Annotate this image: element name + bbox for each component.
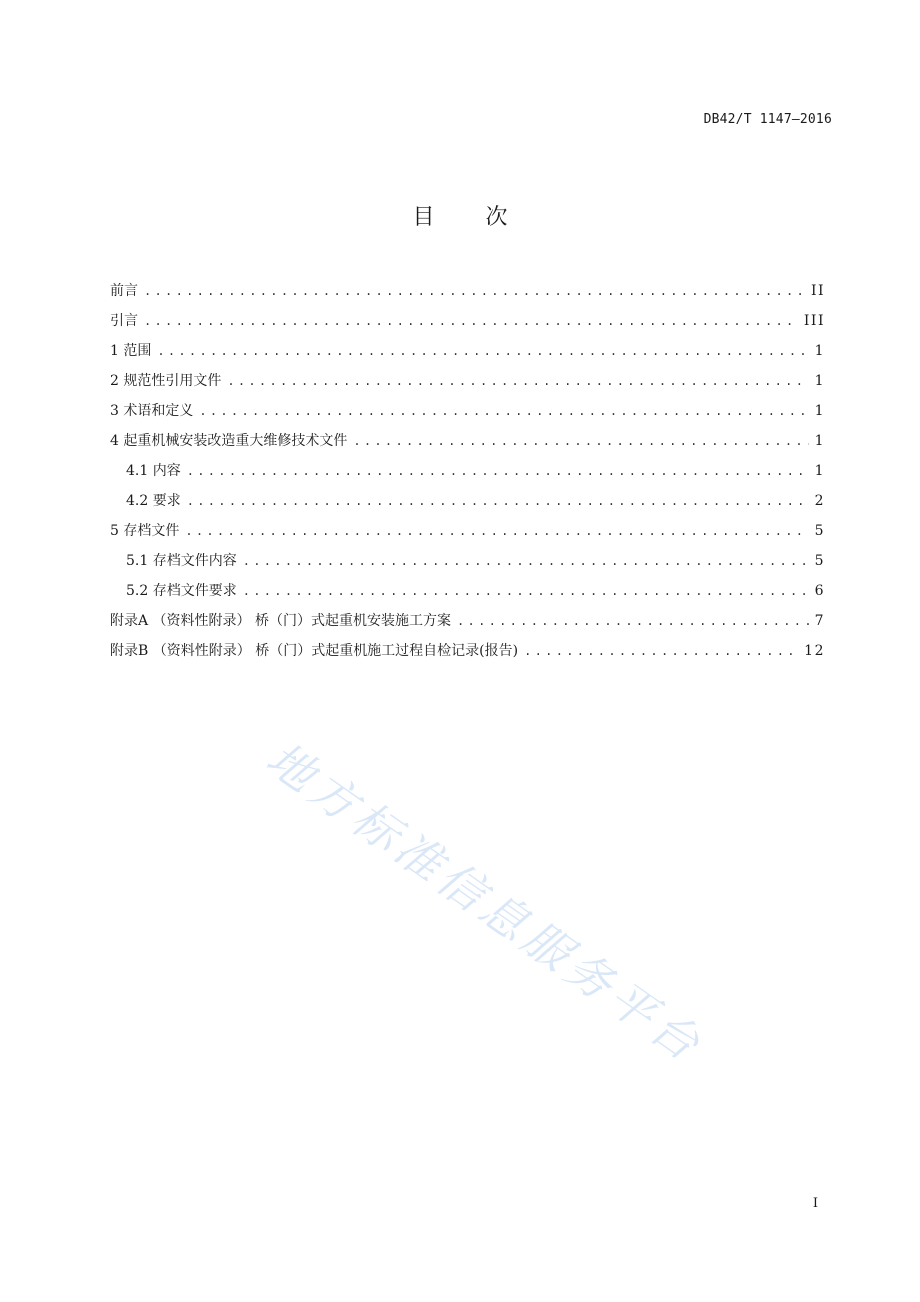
toc-entry-label: 2 规范性引用文件 bbox=[110, 373, 222, 389]
toc-leader-dots bbox=[227, 366, 808, 396]
toc-leader-dots bbox=[157, 336, 808, 366]
watermark: 地方标准信息服务平台 bbox=[256, 731, 714, 1074]
toc-entry-page: 6 bbox=[814, 583, 825, 599]
toc-entry[interactable] bbox=[110, 426, 825, 456]
toc-leader-dots bbox=[187, 486, 809, 516]
toc-entry[interactable] bbox=[110, 606, 825, 636]
toc-entry-label: 5 存档文件 bbox=[110, 523, 180, 539]
toc-leader-dots bbox=[243, 546, 809, 576]
toc-entry-page: 2 bbox=[814, 493, 825, 509]
toc-entry-label: 附录B （资料性附录） 桥（门）式起重机施工过程自检记录(报告) bbox=[110, 643, 519, 659]
toc-entry[interactable] bbox=[110, 366, 825, 396]
toc-entry-page: 1 bbox=[814, 373, 825, 389]
toc-entry-page: II bbox=[810, 283, 825, 299]
toc-leader-dots bbox=[144, 306, 798, 336]
toc-leader-dots bbox=[353, 426, 808, 456]
toc-entry-label: 4 起重机械安装改造重大维修技术文件 bbox=[110, 433, 348, 449]
toc-entry[interactable] bbox=[110, 546, 825, 576]
toc-entry[interactable] bbox=[110, 486, 825, 516]
page-number: I bbox=[812, 1196, 818, 1211]
toc-leader-dots bbox=[187, 456, 809, 486]
page-title: 目 次 bbox=[412, 205, 530, 230]
toc-entry[interactable] bbox=[110, 336, 825, 366]
toc-entry[interactable] bbox=[110, 396, 825, 426]
toc-entry[interactable] bbox=[110, 576, 825, 606]
toc-entry[interactable] bbox=[110, 456, 825, 486]
toc-leader-dots bbox=[524, 636, 798, 666]
toc-leader-dots bbox=[199, 396, 808, 426]
toc-entry[interactable] bbox=[110, 516, 825, 546]
toc-entry-page: 1 bbox=[814, 343, 825, 359]
toc-entry-label: 引言 bbox=[110, 313, 138, 329]
toc-entry-label: 4.1 内容 bbox=[126, 463, 181, 479]
toc-leader-dots bbox=[185, 516, 808, 546]
toc-entry[interactable] bbox=[110, 276, 825, 306]
toc-leader-dots bbox=[243, 576, 809, 606]
toc-entry-page: 5 bbox=[814, 523, 825, 539]
toc-entry-label: 5.2 存档文件要求 bbox=[126, 583, 237, 599]
toc-entry-page: III bbox=[803, 313, 825, 329]
toc-leader-dots bbox=[457, 606, 809, 636]
toc-entry-page: 7 bbox=[814, 613, 825, 629]
toc-entry-label: 1 范围 bbox=[110, 343, 152, 359]
toc-entry-label: 前言 bbox=[110, 283, 138, 299]
toc-entry-label: 4.2 要求 bbox=[126, 493, 181, 509]
toc-entry-page: 1 bbox=[814, 463, 825, 479]
toc-entry[interactable] bbox=[110, 636, 825, 666]
toc-entry-page: 1 bbox=[814, 403, 825, 419]
toc-entry-page: 12 bbox=[804, 643, 825, 659]
document-code: DB42/T 1147—2016 bbox=[703, 112, 832, 127]
toc-leader-dots bbox=[144, 276, 805, 306]
toc-entry-page: 1 bbox=[814, 433, 825, 449]
toc-entry-label: 附录A （资料性附录） 桥（门）式起重机安装施工方案 bbox=[110, 613, 452, 629]
toc-entry-label: 5.1 存档文件内容 bbox=[126, 553, 237, 569]
table-of-contents bbox=[110, 276, 825, 666]
toc-entry-label: 3 术语和定义 bbox=[110, 403, 194, 419]
toc-entry[interactable] bbox=[110, 306, 825, 336]
toc-entry-page: 5 bbox=[814, 553, 825, 569]
